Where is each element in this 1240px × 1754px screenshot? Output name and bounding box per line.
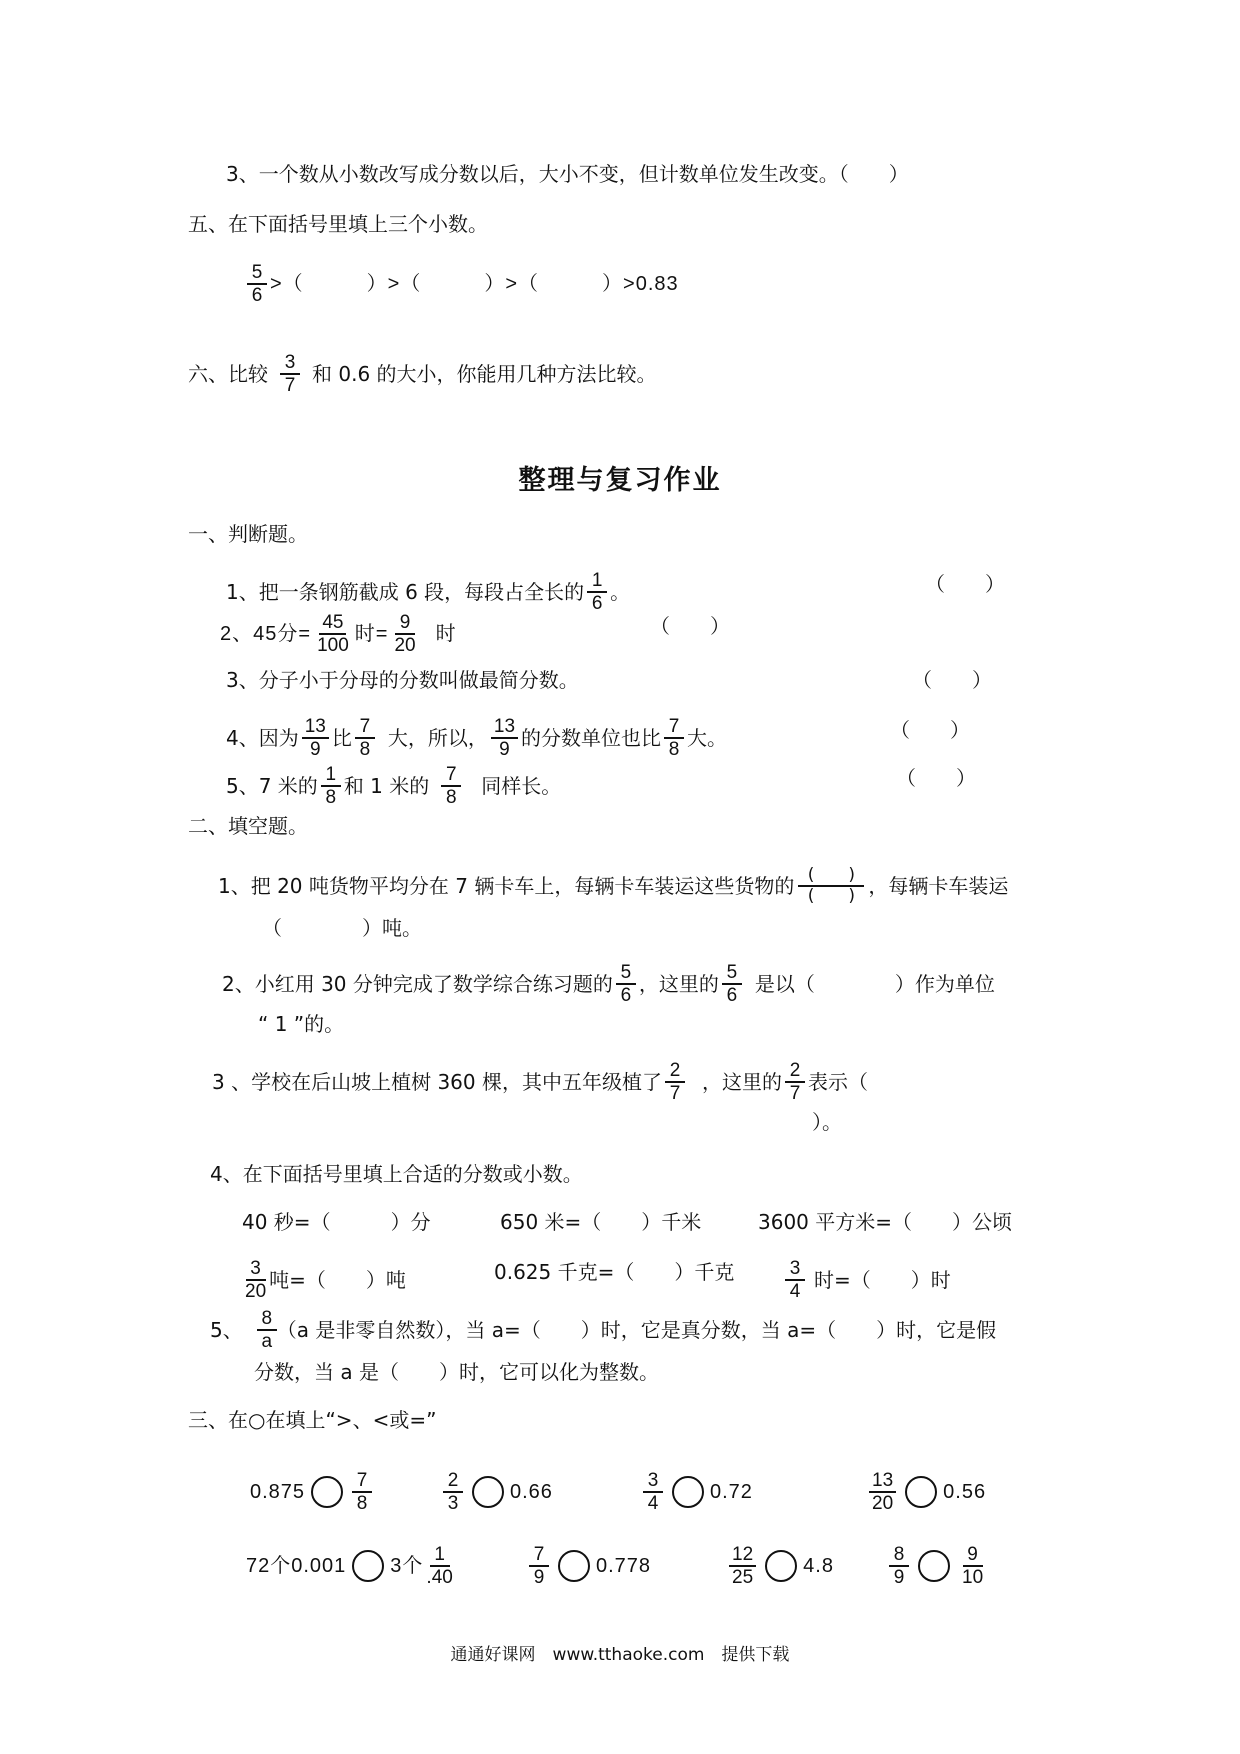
item-text: 是以（ ）作为单位 [754, 972, 995, 996]
item-text: 时= [354, 623, 389, 645]
numerator: 3 [280, 352, 300, 375]
numerator: 7 [529, 1544, 549, 1567]
numerator: 9 [395, 612, 415, 635]
fraction [959, 1544, 986, 1588]
denominator: 7 [789, 1083, 801, 1104]
compare-5 [246, 1544, 456, 1588]
compare-2 [440, 1470, 553, 1514]
fill-item-4 [210, 1160, 583, 1188]
denominator: 9 [893, 1567, 905, 1588]
compare-circle[interactable] [765, 1550, 797, 1582]
conversion-2 [500, 1208, 701, 1236]
compare-circle[interactable] [311, 1476, 343, 1508]
judge-item-3-top [226, 160, 909, 188]
section-2-heading [188, 812, 308, 840]
fraction [423, 1544, 455, 1588]
item-text: 表示（ [807, 1070, 868, 1094]
compare-circle[interactable] [672, 1476, 704, 1508]
item-text: 吨=（ ）吨 [269, 1268, 406, 1292]
numerator: 8 [889, 1544, 909, 1567]
numerator: 2 [665, 1060, 685, 1083]
item-number: 5、 [210, 1318, 243, 1342]
numerator: 12 [729, 1544, 756, 1567]
section-6-text-b: 和 0.6 的大小，你能用几种方法比较。 [312, 362, 657, 386]
denominator: 20 [394, 635, 416, 656]
answer-paren[interactable] [925, 570, 1005, 598]
section-3-heading [188, 1406, 436, 1434]
denominator: 10 [962, 1567, 984, 1588]
item-text: 和 1 米的 [343, 774, 430, 798]
section-6 [188, 352, 657, 396]
answer-paren[interactable] [650, 612, 730, 640]
fill-item-3 [212, 1060, 868, 1104]
fill-item-1 [218, 866, 1008, 906]
item-text: 0.66 [510, 1481, 553, 1503]
numerator: 7 [352, 1470, 372, 1493]
denominator: 9 [499, 739, 510, 760]
item-text: 0.875 [250, 1481, 306, 1503]
numerator: 8 [257, 1308, 277, 1331]
fraction [247, 262, 267, 306]
fraction [242, 1258, 269, 1302]
conversion-5 [494, 1258, 734, 1286]
numerator: 5 [722, 962, 742, 985]
item-text: 4、因为 [226, 726, 299, 750]
compare-8 [886, 1544, 989, 1588]
denominator: 9 [310, 739, 321, 760]
section-3-title: 三、在○在填上“>、<或=” [188, 1408, 437, 1432]
denominator: 6 [591, 593, 603, 614]
fraction [443, 1470, 463, 1514]
item-text: 3、一个数从小数改写成分数以后，大小不变，但计数单位发生改变。（ ） [226, 162, 909, 186]
denominator: 6 [251, 285, 263, 306]
fraction [869, 1470, 896, 1514]
numerator: 3 [643, 1470, 663, 1493]
fraction [302, 716, 329, 760]
answer-paren-text: （ ） [912, 668, 992, 692]
fraction [280, 352, 300, 396]
item-text: ，这里的 [638, 972, 719, 996]
fraction [616, 962, 636, 1006]
item-text: 0.778 [596, 1555, 652, 1577]
fill-item-3-cont [812, 1108, 842, 1136]
compare-circle[interactable] [352, 1550, 384, 1582]
fill-item-2-cont [258, 1010, 344, 1038]
numerator: 1 [430, 1544, 450, 1567]
item-text: 同样长。 [481, 774, 562, 798]
numerator: 7 [441, 764, 461, 787]
section-5-expression [244, 262, 679, 306]
answer-paren[interactable] [896, 764, 976, 792]
section-1-heading [188, 520, 308, 548]
item-text: 。 [610, 580, 631, 604]
item-text: 3个 [390, 1555, 424, 1577]
judge-item-2 [220, 612, 457, 656]
item-text: 650 米=（ ）千米 [500, 1210, 702, 1234]
judge-item-4 [226, 716, 727, 760]
denominator: 20 [245, 1281, 267, 1302]
denominator: 6 [620, 985, 632, 1006]
numerator: 5 [616, 962, 636, 985]
item-text: 4、在下面括号里填上合适的分数或小数。 [210, 1162, 583, 1186]
numerator: 13 [491, 716, 518, 739]
compare-4 [866, 1470, 986, 1514]
compare-circle[interactable] [558, 1550, 590, 1582]
fill-item-5-cont [254, 1358, 659, 1386]
item-text: 4.8 [803, 1555, 834, 1577]
fraction [729, 1544, 756, 1588]
blank-fraction[interactable] [798, 866, 864, 906]
item-text: 2、45分= [220, 623, 312, 645]
fraction [722, 962, 742, 1006]
denominator: 8 [445, 787, 457, 808]
denominator: 100 [317, 635, 349, 656]
item-text: 0.625 千克=（ ）千克 [494, 1260, 735, 1284]
fill-item-5 [210, 1308, 996, 1352]
answer-paren-text: （ ） [890, 718, 970, 742]
item-text: （a 是非零自然数），当 a=（ ）时，它是真分数，当 a=（ ）时，它是假 [276, 1318, 997, 1342]
judge-item-5 [226, 764, 561, 808]
item-text: 1、把一条钢筋截成 6 段，每段占全长的 [226, 580, 585, 604]
numerator: 3 [246, 1258, 266, 1281]
item-text: 大。 [687, 726, 728, 750]
fraction [352, 1470, 372, 1514]
inequality-chain: >（ ）>（ ）>（ ）>0.83 [270, 273, 679, 295]
item-text: ，每辆卡车装运 [868, 874, 1009, 898]
numerator: 2 [785, 1060, 805, 1083]
denominator: 8 [359, 739, 371, 760]
fill-item-1-cont [262, 914, 422, 942]
fill-item-2 [222, 962, 995, 1006]
conversion-3 [758, 1208, 1012, 1236]
fraction [441, 764, 461, 808]
item-text: 3600 平方米=（ ）公顷 [758, 1210, 1013, 1234]
fraction [355, 716, 375, 760]
compare-1 [250, 1470, 375, 1514]
numerator: 3 [785, 1258, 805, 1281]
compare-circle[interactable] [905, 1476, 937, 1508]
numerator: 1 [321, 764, 341, 787]
numerator: 5 [247, 262, 267, 285]
section-6-text-a: 六、比较 [188, 362, 268, 386]
denominator: 4 [789, 1281, 801, 1302]
fraction [643, 1470, 663, 1514]
fraction [664, 716, 684, 760]
item-text: ）。 [812, 1110, 842, 1134]
item-text: 分数，当 a 是（ ）时，它可以化为整数。 [254, 1360, 659, 1384]
fraction [321, 764, 341, 808]
conversion-4 [242, 1258, 406, 1302]
item-text: （ ）吨。 [262, 916, 422, 940]
conversion-1 [242, 1208, 431, 1236]
answer-paren[interactable] [912, 666, 992, 694]
fraction [665, 1060, 685, 1104]
numerator: 7 [355, 716, 375, 739]
fraction [529, 1544, 549, 1588]
item-text: 3、分子小于分母的分数叫做最简分数。 [226, 668, 579, 692]
item-text: 3 、学校在后山坡上植树 360 棵，其中五年级植了 [212, 1070, 662, 1094]
denominator: 8 [325, 787, 337, 808]
denominator: 9 [533, 1567, 545, 1588]
denominator: a [261, 1331, 273, 1352]
numerator: 1 [587, 570, 607, 593]
fraction [391, 612, 418, 656]
fraction [257, 1308, 277, 1352]
compare-circle[interactable] [918, 1550, 950, 1582]
denominator: 25 [732, 1567, 754, 1588]
numerator: 7 [664, 716, 684, 739]
answer-paren-text: （ ） [925, 572, 1005, 596]
answer-paren-text: （ ） [896, 766, 976, 790]
fraction [587, 570, 607, 614]
item-text: 0.56 [943, 1481, 987, 1503]
item-text: 时=（ ）时 [814, 1268, 951, 1292]
compare-3 [640, 1470, 753, 1514]
denominator: 8 [356, 1493, 368, 1514]
fraction [785, 1060, 805, 1104]
section-2-title: 二、填空题。 [188, 814, 308, 838]
item-text: 2、小红用 30 分钟完成了数学综合练习题的 [222, 972, 613, 996]
section-1-title: 一、判断题。 [188, 522, 308, 546]
page-title: 整理与复习作业 [518, 465, 722, 496]
item-text: 0.72 [710, 1481, 753, 1503]
item-text: 5、7 米的 [226, 774, 318, 798]
numerator: ( ) [798, 866, 864, 887]
section-5-title: 五、在下面括号里填上三个小数。 [188, 212, 488, 236]
compare-7 [726, 1544, 834, 1588]
numerator: 45 [319, 612, 346, 635]
fraction [785, 1258, 805, 1302]
section-5-heading [188, 210, 488, 238]
footer-credit: 通通好课网 www.tthaoke.com 提供下载 [450, 1645, 790, 1665]
denominator: .40 [426, 1567, 453, 1588]
item-text: 40 秒=（ ）分 [242, 1210, 431, 1234]
item-text: “ 1 ”的。 [258, 1012, 345, 1036]
denominator: 8 [668, 739, 680, 760]
item-text: ，这里的 [701, 1070, 782, 1094]
item-text: 72个0.001 [246, 1555, 347, 1577]
fraction [889, 1544, 909, 1588]
item-text: 的分数单位也比 [521, 726, 662, 750]
denominator: 20 [872, 1493, 894, 1514]
fraction [314, 612, 352, 656]
denominator: ( ) [807, 886, 855, 906]
compare-6 [526, 1544, 651, 1588]
item-text: 1、把 20 吨货物平均分在 7 辆卡车上，每辆卡车装运这些货物的 [218, 874, 795, 898]
denominator: 7 [669, 1083, 681, 1104]
denominator: 6 [726, 985, 738, 1006]
conversion-6 [782, 1258, 951, 1302]
fraction [491, 716, 518, 760]
numerator: 9 [963, 1544, 983, 1567]
judge-item-1 [226, 570, 630, 614]
compare-circle[interactable] [472, 1476, 504, 1508]
denominator: 4 [647, 1493, 659, 1514]
item-text: 大，所以， [387, 726, 488, 750]
answer-paren-text: （ ） [650, 614, 730, 638]
item-text: 时 [435, 623, 457, 645]
denominator: 7 [284, 375, 296, 396]
judge-item-3 [226, 666, 579, 694]
numerator: 2 [443, 1470, 463, 1493]
denominator: 3 [447, 1493, 459, 1514]
numerator: 13 [869, 1470, 896, 1493]
numerator: 13 [302, 716, 329, 739]
answer-paren[interactable] [890, 716, 970, 744]
item-text: 比 [331, 726, 352, 750]
